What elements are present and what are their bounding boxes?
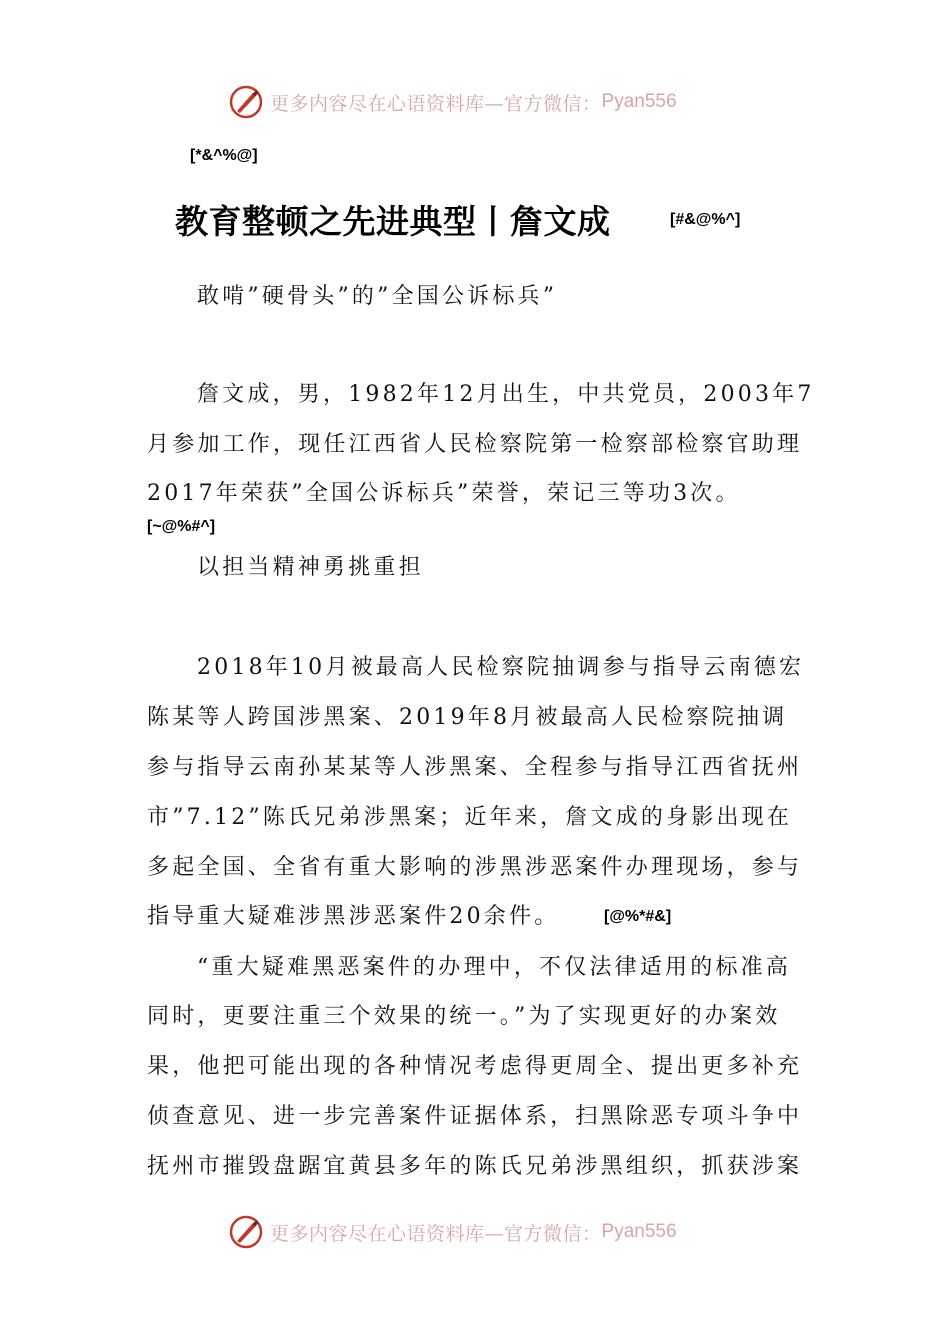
watermark-handle: Pyan556 [601, 1221, 677, 1242]
watermark-text: 更多内容尽在心语资料库—官方微信： [270, 1222, 602, 1245]
paragraph1-line-1: 詹文成，男，1982年12月出生，中共党员，2003年7 [197, 382, 815, 407]
paragraph3-line-5: 抚州市摧毁盘踞宜黄县多年的陈氏兄弟涉黑组织，抓获涉案 [147, 1154, 803, 1179]
quill-pen-icon [228, 1214, 264, 1250]
paragraph3-line-3: 果，他把可能出现的各种情况考虑得更周全、提出更多补充 [147, 1054, 803, 1079]
paragraph3-line-1: “重大疑难黑恶案件的办理中，不仅法律适用的标准高 [197, 955, 792, 980]
watermark-handle: Pyan556 [601, 91, 677, 112]
quill-pen-icon [228, 84, 264, 120]
code-marker-1: [*&^%@] [190, 147, 258, 164]
paragraph2-line-6: 指导重大疑难涉黑涉恶案件20余件。 [147, 904, 560, 929]
paragraph2-line-4: 市”7.12”陈氏兄弟涉黑案；近年来，詹文成的身影出现在 [147, 805, 793, 830]
section-heading: 以担当精神勇挑重担 [197, 555, 424, 580]
code-marker-2: [#&@%^] [670, 211, 741, 228]
paragraph2-line-3: 参与指导云南孙某某等人涉黑案、全程参与指导江西省抚州 [147, 755, 803, 780]
watermark-banner-bottom [228, 1212, 677, 1252]
paragraph1-line-2: 月参加工作，现任江西省人民检察院第一检察部检察官助理 [147, 432, 803, 457]
watermark-text: 更多内容尽在心语资料库—官方微信： [270, 92, 602, 115]
paragraph2-line-1: 2018年10月被最高人民检察院抽调参与指导云南德宏 [197, 655, 805, 680]
paragraph3-line-2: 同时，更要注重三个效果的统一。”为了实现更好的办案效 [147, 1004, 781, 1029]
code-marker-4: [@%*#&] [604, 908, 672, 925]
paragraph2-line-5: 多起全国、全省有重大影响的涉黑涉恶案件办理现场，参与 [147, 855, 803, 880]
paragraph1-line-3: 2017年荣获”全国公诉标兵”荣誉，荣记三等功3次。 [147, 481, 741, 506]
paragraph3-line-4: 侦查意见、进一步完善案件证据体系，扫黑除恶专项斗争中 [147, 1104, 803, 1129]
page-title: 教育整顿之先进典型丨詹文成 [175, 202, 611, 241]
code-marker-3: [~@%#^] [147, 518, 216, 535]
subtitle: 敢啃”硬骨头”的”全国公诉标兵” [197, 284, 558, 309]
paragraph2-line-2: 陈某等人跨国涉黑案、2019年8月被最高人民检察院抽调 [147, 705, 788, 730]
watermark-banner-top [228, 82, 677, 122]
